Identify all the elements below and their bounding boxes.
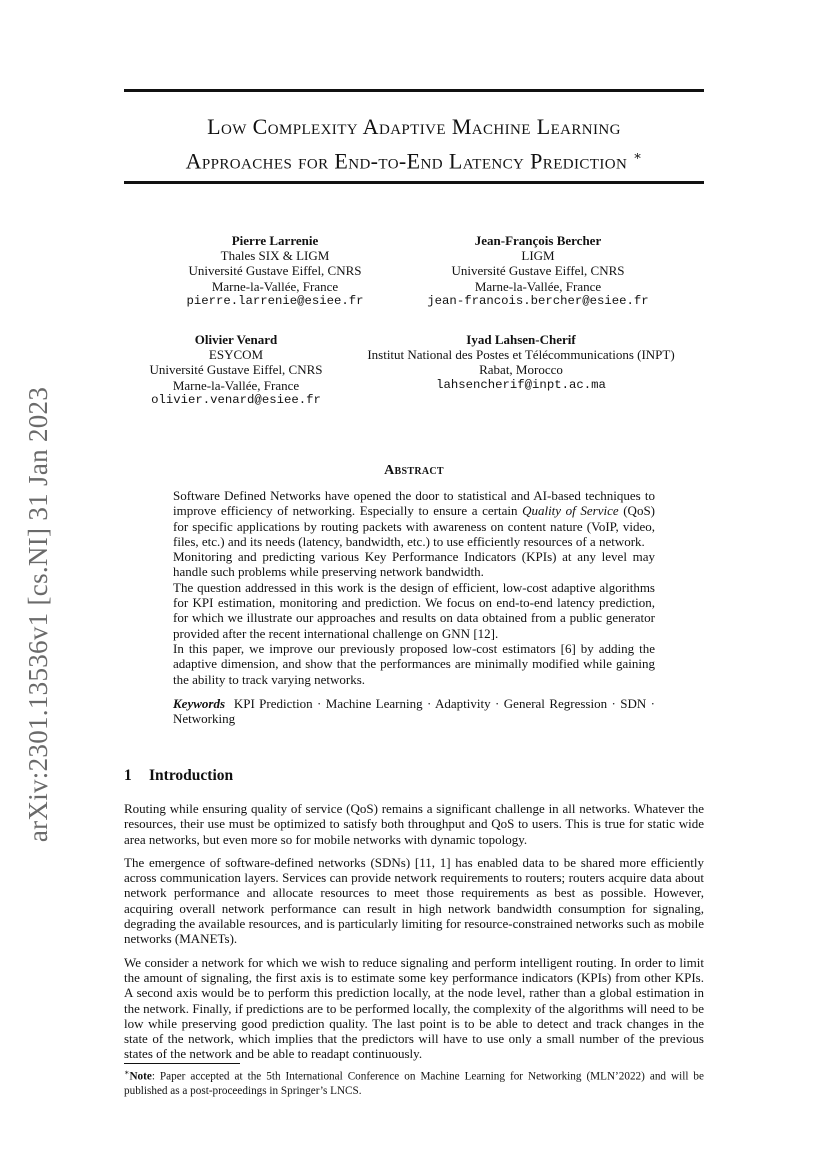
abstract-paragraph: The question addressed in this work is the design of efficient, low-cost adaptive algorithms for KPI estimation, monitoring and prediction. We focus on end-to-end latency prediction, for which we illustrate our approaches and results on data obtained from a public generator provided after the recent international challenge on GNN [12]. [173, 579, 655, 641]
body-paragraph: Routing while ensuring quality of service (QoS) remains a significant challenge in all networks. Whatever the resources, their use must be optimized to satisfy both throughput and QoS to users. This is true for static wide area networks, but even more so for mobile networks with dynamic topology. [124, 801, 704, 847]
author-affiliation: Marne-la-Vallée, France [172, 377, 300, 393]
author-block-4 [348, 332, 694, 393]
abstract-heading: Abstract [384, 463, 444, 478]
author-block-3 [126, 332, 346, 408]
footnote-rule [124, 1063, 240, 1064]
author-name: Jean-François Bercher [474, 233, 602, 248]
author-email[interactable]: olivier.venard@esiee.fr [151, 392, 321, 407]
abstract-text: (QoS) for specific applications by routing packets with awareness on content nature (VoIP, video, files, etc.) and its needs (latency, bandwidth, etc.) to use efficiently resources of a network. [173, 503, 656, 549]
body-paragraph: The emergence of software-defined networks (SDNs) [11, 1] has enabled data to be shared more efficiently across communication layers. Services can provide network requirements to routers; routers acquire data about network performance and allocate resources to meet those requirements as best as possible. However, acquiring overall network performance can result in high network bandwidth consumption for signaling, degrading the available resources, and is particularly limiting for resource-constrained networks such as mobile networks (MANETs). [124, 854, 704, 947]
abstract-paragraph: In this paper, we improve our previously proposed low-cost estimators [6] by adding the adaptive dimension, and show that the performances are minimally modified while gaining the ability to track varying networks. [173, 640, 655, 687]
keywords [173, 696, 655, 727]
author-email[interactable]: lahsencherif@inpt.ac.ma [436, 377, 606, 392]
introduction-body [124, 801, 704, 1070]
footnote [124, 1066, 704, 1098]
author-affiliation: Université Gustave Eiffel, CNRS [188, 263, 362, 279]
author-affiliation: Université Gustave Eiffel, CNRS [149, 362, 323, 378]
keywords-label: Keywords [173, 695, 225, 711]
footnote-mark: ∗ [124, 1068, 130, 1077]
paper-title [124, 112, 704, 175]
abstract-paragraph: Monitoring and predicting various Key Performance Indicators (KPIs) at any level may handle such problems while preserving network bandwidth. [173, 549, 655, 580]
footnote-text: : Paper accepted at the 5th International Conference on Machine Learning for Networking (MLN’2022) and will be published as a post-proceedings in Springer’s LNCS. [124, 1070, 704, 1097]
author-affiliation: Université Gustave Eiffel, CNRS [451, 263, 625, 279]
author-block-1 [160, 233, 390, 309]
author-affiliation: Rabat, Morocco [479, 362, 563, 378]
arxiv-sidebar [22, 378, 56, 850]
abstract-paragraph [173, 488, 655, 549]
author-name: Pierre Larrenie [231, 233, 319, 248]
title-line-2: Approaches for End-to-End Latency Prediction [185, 148, 628, 174]
title-top-rule [124, 89, 704, 92]
author-block-2 [408, 233, 668, 309]
section-heading-introduction [124, 767, 233, 785]
keywords-list: KPI Prediction · Machine Learning · Adaptivity · General Regression · SDN · Networking [173, 695, 656, 727]
author-name: Olivier Venard [194, 332, 278, 347]
author-email[interactable]: jean-francois.bercher@esiee.fr [427, 293, 649, 308]
abstract-body [173, 488, 655, 726]
footnote-label: Note [129, 1070, 152, 1083]
author-name: Iyad Lahsen-Cherif [466, 332, 576, 347]
abstract-emphasis: Quality of Service [522, 503, 619, 519]
author-affiliation: Marne-la-Vallée, France [474, 278, 602, 294]
section-title: Introduction [149, 767, 234, 784]
author-affiliation: LIGM [521, 248, 555, 264]
author-affiliation: Institut National des Postes et Télécommunications (INPT) [367, 347, 675, 363]
author-affiliation: Thales SIX & LIGM [220, 248, 330, 264]
title-line-1: Low Complexity Adaptive Machine Learning [207, 114, 621, 139]
author-affiliation: ESYCOM [208, 347, 264, 363]
abstract-text: Software Defined Networks have opened the door to statistical and AI-based techniques to improve efficiency of networking. Especially to ensure a certain [173, 488, 655, 519]
body-paragraph: We consider a network for which we wish to reduce signaling and perform intelligent routing. In order to limit the amount of signaling, the first axis is to estimate some key performance indicators (KPIs) from other KPIs. A second axis would be to perform this prediction locally, at the node level, rather than a global estimation in the network. Finally, if predictions are to be performed locally, the complexity of the algorithms will need to be low while preserving good prediction quality. The last point is to be able to detect and track changes in the state of the network, which implies that the predictors will have to use only a small number of the previous states of the network and be able to readapt continuously. [124, 954, 704, 1062]
author-email[interactable]: pierre.larrenie@esiee.fr [186, 293, 364, 308]
arxiv-identifier: arXiv:2301.13536v1 [cs.NI] 31 Jan 2023 [23, 386, 54, 842]
title-bottom-rule [124, 181, 704, 184]
title-footnote-mark: ∗ [633, 148, 643, 163]
author-affiliation: Marne-la-Vallée, France [211, 278, 339, 294]
section-number: 1 [124, 767, 132, 784]
